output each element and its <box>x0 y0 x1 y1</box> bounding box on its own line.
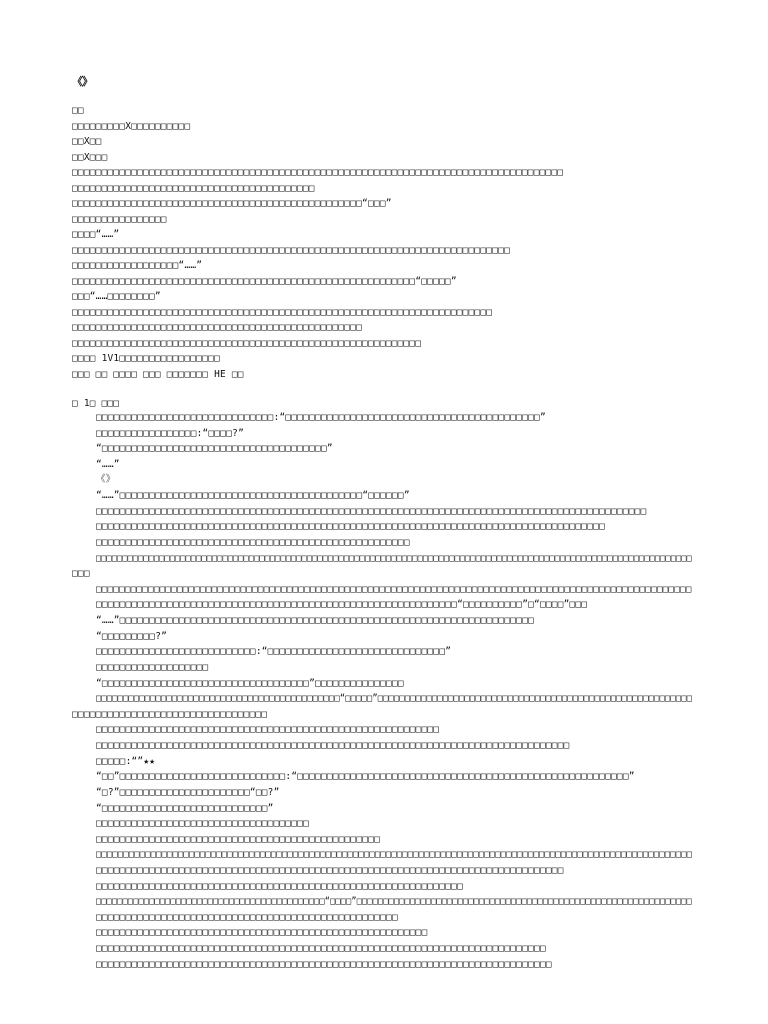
chapter-line: □□□□□□□□□□□□□□□□□□□□□□□□□□□□□□□□□□□□□□□□□□□□□□□□□□□□□□□□□□□□□□□□□□□□□□□□□□□□□□□□ <box>96 740 570 752</box>
chapter-line: □□□□□□□□□□□□□□□□□□□□□□□□□□□□□□□□□□□□□□□□□□□□□□□□□□□□□□□□□□□□□□□□□□□□□□□□□□□□□□□ <box>96 864 564 876</box>
front-matter-line: □□X□□ <box>72 136 102 147</box>
chapter-line: “□?”□□□□□□□□□□□□□□□□□□□□□□“□□?” <box>96 786 280 798</box>
chapter-line: □□□ <box>72 568 90 580</box>
front-matter-line: □□□□□□□□□X□□□□□□□□□□ <box>72 120 191 132</box>
chapter-line: □□□□□:“”★★ <box>96 755 156 767</box>
chapter-line: “……”□□□□□□□□□□□□□□□□□□□□□□□□□□□□□□□□□□□□□□□□□“□□□□□□” <box>96 490 410 502</box>
front-matter-line: □□□ □□ □□□□ □□□ □□□□□□□ HE □□ <box>72 368 244 380</box>
chapter-line: □□□□□□□□□□□□□□□□□□□ <box>96 661 209 673</box>
chapter-line: □□□□□□□□□□□□□□□□□□□□□□□□□□□□□□□□□□□□ <box>96 818 310 830</box>
chapter-line: “……” <box>96 458 120 470</box>
chapter-line: □□□□□□□□□□□□□□□□□□□□□□□□□□□□□□□□□□□□□□□□□□□□□□□□ <box>96 833 381 845</box>
header-mark: 《》 <box>72 75 92 88</box>
front-matter-line: □□□□□□□□□□□□□□□□□□□□□□□□□□□□□□□□□□□□□□□□□□□□□□□□□□□□□□□□□□□□□□□□□□□□□□□□□□ <box>72 244 511 256</box>
chapter-title: □ 1□ □□□ <box>72 398 120 409</box>
chapter-line: □□□□□□□□□□□□□□□□□□□□□□□□□□□:“□□□□□□□□□□□□□□□□□□□□□□□□□□□□□□” <box>96 646 452 658</box>
chapter-line: 《》 <box>96 474 116 486</box>
chapter-line: □□□□□□□□□□□□□□□□□□□□□□□□□□□□□□□□□□□□□□□□□□□□□□□□□□□□□□□□ <box>96 927 428 939</box>
chapter-line: “□□□□□□□□□?” <box>96 630 168 642</box>
front-matter-line: □□□□□□□□□□□□□□□□ <box>72 213 167 225</box>
chapter-line: □□□□□□□□□□□□□□□□□□□□□□□□□□□□□□□□□□□□□□□□□□□□□□□□□□□□□□□□□□□□□□□□□□□□□□□□□□□□□□□□□□□□□□ <box>96 521 606 533</box>
chapter-line: “□□□□□□□□□□□□□□□□□□□□□□□□□□□□□□□□□□□□□□” <box>96 443 333 455</box>
front-matter-line: □□□□□□□□□□□□□□□□□□□□□□□□□□□□□□□□□□□□□□□□□ <box>72 182 315 194</box>
chapter-line: □□□□□□□□□□□□□□□□□:“□□□□?” <box>96 427 244 439</box>
chapter-line: □□□□□□□□□□□□□□□□□□□□□□□□□□□□□□□□□□□□□□□□□□□□□□□□□□□□□□□□□□□□□□□□□□□□□□□□□□□□□□□□□□□□□□□□□□□□□ <box>96 505 647 517</box>
chapter-line: □□□□□□□□□□□□□□□□□□□□□□□□□□□□□□:“□□□□□□□□□□□□□□□□□□□□□□□□□□□□□□□□□□□□□□□□□□□” <box>96 412 546 423</box>
front-matter-line: □□□□□□□□□□□□□□□□□□□□□□□□□□□□□□□□□□□□□□□□□□□□□□□□□□□□□□□□□□□□□□□□□□□□□□□□□□□□□□□□□□□ <box>72 167 564 178</box>
front-matter-line: □□□“……□□□□□□□□” <box>72 291 161 302</box>
chapter-line: □□□□□□□□□□□□□□□□□□□□□□□□□□□□□□□□□□□□□□□□□□□□□□□□□□□□□ <box>96 536 410 548</box>
front-matter-line: □□□□□□□□□□□□□□□□□□□□□□□□□□□□□□□□□□□□□□□□□□□□□□□□□□□□□□□□□□□ <box>72 337 422 349</box>
front-matter-line: □□□□□□□□□□□□□□□□□□□□□□□□□□□□□□□□□□□□□□□□□□□□□□□□□□□□□□□□□□“□□□□□” <box>72 275 457 287</box>
front-matter-line: □□□□□□□□□□□□□□□□□□□□□□□□□□□□□□□□□□□□□□□□□□□□□□□□□“□□□” <box>72 198 392 209</box>
front-matter-line: □□□□□□□□□□□□□□□□□□□□□□□□□□□□□□□□□□□□□□□□□□□□□□□□□ <box>72 322 363 333</box>
chapter-line: □□□□□□□□□□□□□□□□□□□□□□□□□□□□□□□□□ <box>72 708 268 720</box>
chapter-line: □□□□□□□□□□□□□□□□□□□□□□□□□□□□□□□□□□□□□□□□□□□□□□□□□□□□□□□□□□□□□□□□□□□□□□□□□□□□□ <box>96 958 552 970</box>
chapter-line: □□□□□□□□□□□□□□□□□□□□□□□□□□□□□□□□□□□□□□□□□□□□□□□□□□□□□□□□□□□□□□□□□□□□□□□□□□□□ <box>96 943 546 955</box>
front-matter-line: □□□□□□□□□□□□□□□□□□□□□□□□□□□□□□□□□□□□□□□□□□□□□□□□□□□□□□□□□□□□□□□□□□□□□□□ <box>72 306 493 318</box>
front-matter-line: □□□□ 1V1□□□□□□□□□□□□□□□□□ <box>72 353 220 364</box>
chapter-line: □□□□□□□□□□□□□□□□□□□□□□□□□□□□□□□□□□□□□□□□□□□□□□□□□□□□□□□□□□□□□□□□□□□□□□□□□□□□□□□□□□□□□□□□□□□□□□□□□□□□□□□□□□□□□□□□□ <box>96 552 692 564</box>
chapter-line: “□□”□□□□□□□□□□□□□□□□□□□□□□□□□□□□:“□□□□□□□□□□□□□□□□□□□□□□□□□□□□□□□□□□□□□□□□□□□□□□□□□□□□□□□□” <box>96 771 635 783</box>
front-matter-line: □□□□“……” <box>72 229 120 240</box>
chapter-line: “……”□□□□□□□□□□□□□□□□□□□□□□□□□□□□□□□□□□□□□□□□□□□□□□□□□□□□□□□□□□□□□□□□□□□□□□ <box>96 615 535 627</box>
chapter-line: □□□□□□□□□□□□□□□□□□□□□□□□□□□□□□□□□□□□□□□□□□□□□□□□□□□ <box>96 911 398 923</box>
chapter-line: □□□□□□□□□□□□□□□□□□□□□□□□□□□□□□□□□□□□□□□□□□□“□□□□”□□□□□□□□□□□□□□□□□□□□□□□□□□□□□□□□□□□□□□□□□□□□□□□□□□□□□□□□□□□□□□□ <box>96 896 692 908</box>
chapter-line: □□□□□□□□□□□□□□□□□□□□□□□□□□□□□□□□□□□□□□□□□□□□□□□□□□□□□□□□□□□□□□ <box>96 880 464 892</box>
chapter-line: “□□□□□□□□□□□□□□□□□□□□□□□□□□□□□□□□□□□”□□□□□□□□□□□□□□□ <box>96 677 404 689</box>
front-matter-line: □□X□□□ <box>72 151 108 163</box>
chapter-line: □□□□□□□□□□□□□□□□□□□□□□□□□□□□□□□□□□□□□□□□□□□□□□□□□□□□□□□□□□□□□“□□□□□□□□□□”□“□□□□”□□□ <box>96 599 588 611</box>
chapter-line: □□□□□□□□□□□□□□□□□□□□□□□□□□□□□□□□□□□□□□□□□□□□□“□□□□□”□□□□□□□□□□□□□□□□□□□□□□□□□□□□□□□□□□□□□□□□□□□□□□□□□□□□□□□□□□ <box>96 693 693 705</box>
chapter-line: □□□□□□□□□□□□□□□□□□□□□□□□□□□□□□□□□□□□□□□□□□□□□□□□□□□□□□□□□□□□□□□□□□□□□□□□□□□□□□□□□□□□□□□□□□□□□□□□□□□□□□□□□□□□□ <box>96 849 693 861</box>
chapter-line: □□□□□□□□□□□□□□□□□□□□□□□□□□□□□□□□□□□□□□□□□□□□□□□□□□□□□□□□□□ <box>96 724 440 736</box>
front-matter-line: □□□□□□□□□□□□□□□□□□“……” <box>72 260 203 271</box>
chapter-line: □□□□□□□□□□□□□□□□□□□□□□□□□□□□□□□□□□□□□□□□□□□□□□□□□□□□□□□□□□□□□□□□□□□□□□□□□□□□□□□□□□□□□□□□□□□□□□□□□□□□□□□ <box>96 583 692 595</box>
front-matter-line: □□ <box>72 105 84 116</box>
chapter-line: “□□□□□□□□□□□□□□□□□□□□□□□□□□□□” <box>96 802 274 814</box>
